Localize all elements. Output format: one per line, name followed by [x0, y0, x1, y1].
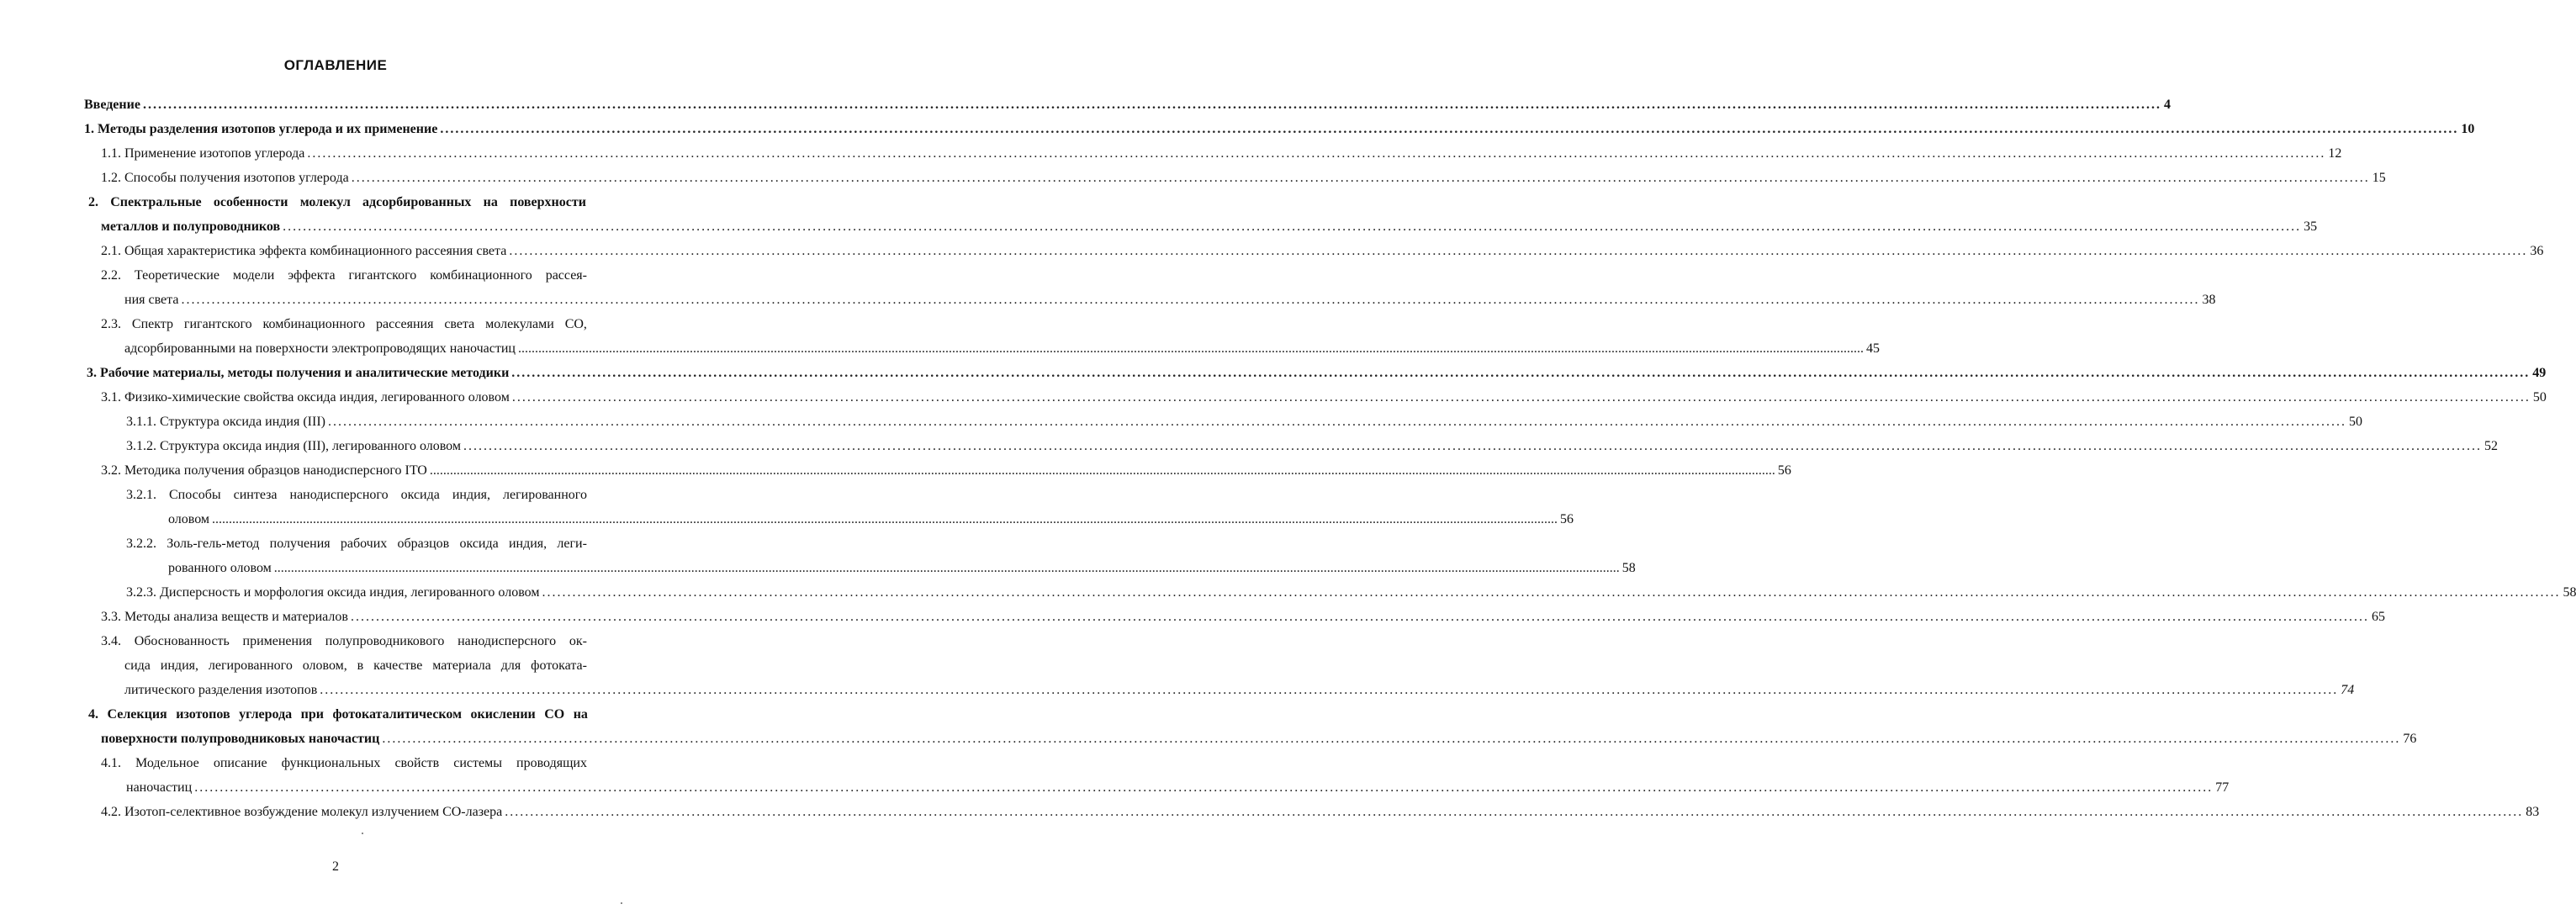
toc-page-number: 15	[2372, 171, 2386, 185]
toc-entry-text: наночастиц	[126, 780, 193, 795]
toc-entry-text: 3.1.1. Структура оксида индия (III)	[126, 415, 325, 429]
toc-leader-dots: ................................................................................................................................................................................................................................................................................................................................................................................................................	[212, 512, 1558, 526]
toc-word: 3.4.	[101, 634, 121, 648]
toc-word: гигантского	[348, 268, 417, 283]
toc-word: гигантского	[183, 317, 252, 331]
toc-word: индия,	[452, 488, 491, 502]
toc-page-number: 49	[2532, 366, 2547, 380]
toc-word: полупроводникового	[325, 634, 445, 648]
toc-entry-text: оловом	[168, 512, 210, 526]
scan-speck	[621, 902, 622, 904]
toc-leader-dots: ................................................................................................................................................................................................................................................................................................................................................................................................................	[283, 219, 2302, 234]
toc-entry-3-4-line3	[124, 682, 2355, 699]
toc-word: материала	[432, 658, 491, 673]
toc-word: комбинационного	[430, 268, 532, 283]
toc-entry-3-3	[101, 609, 2385, 626]
toc-leader-dots: ................................................................................................................................................................................................................................................................................................................................................................................................................	[320, 683, 2339, 697]
toc-entry-3-1-1	[126, 414, 2362, 431]
toc-word: ок-	[569, 634, 587, 648]
toc-entry-1-2	[101, 170, 2386, 187]
toc-word: качестве	[373, 658, 423, 673]
toc-word: функциональных	[281, 756, 381, 770]
toc-word: 4.	[88, 707, 98, 722]
toc-word: получения	[269, 537, 331, 551]
toc-leader-dots: ................................................................................................................................................................................................................................................................................................................................................................................................................	[463, 439, 2482, 453]
toc-word: света	[444, 317, 475, 331]
toc-word: индия,	[508, 537, 547, 551]
toc-page-number: 65	[2371, 610, 2385, 624]
toc-word: окислении	[470, 707, 536, 722]
toc-entry-3-4-line1	[101, 633, 587, 650]
toc-entry-text: 3. Рабочие материалы, методы получения и аналитические методики	[87, 366, 510, 380]
toc-word: применения	[242, 634, 312, 648]
toc-word: рассеяния	[375, 317, 434, 331]
toc-word: легированного	[208, 658, 293, 673]
toc-entry-4-line1	[88, 706, 588, 723]
toc-leader-dots: ................................................................................................................................................................................................................................................................................................................................................................................................................	[509, 244, 2528, 258]
toc-word: леги-	[557, 537, 587, 551]
toc-word: 2.2.	[101, 268, 121, 283]
toc-word: особенности	[213, 195, 288, 209]
toc-word: образцов	[397, 537, 450, 551]
toc-entry-text: адсорбированными на поверхности электропроводящих наночастиц	[124, 341, 516, 356]
toc-word: Спектр	[131, 317, 173, 331]
toc-word: легированного	[503, 488, 587, 502]
toc-word: 4.1.	[101, 756, 121, 770]
toc-page-number: 83	[2526, 805, 2540, 819]
toc-leader-dots: ................................................................................................................................................................................................................................................................................................................................................................................................................	[194, 780, 2214, 795]
toc-word: молекулами	[485, 317, 554, 331]
toc-leader-dots: ................................................................................................................................................................................................................................................................................................................................................................................................................	[511, 366, 2531, 380]
toc-page-number: 4	[2163, 98, 2171, 112]
toc-word: проводящих	[516, 756, 587, 770]
toc-leader-dots: ................................................................................................................................................................................................................................................................................................................................................................................................................	[511, 390, 2531, 404]
toc-entry-2-line1	[88, 194, 586, 211]
toc-word: Теоретические	[134, 268, 220, 283]
toc-page-number: 12	[2328, 146, 2342, 161]
toc-leader-dots: ................................................................................................................................................................................................................................................................................................................................................................................................................	[351, 171, 2370, 185]
toc-entry-2-line2	[101, 219, 2318, 235]
toc-entry-4-2	[101, 804, 2540, 821]
toc-page-number: 56	[1777, 463, 1791, 478]
toc-page-number: 56	[1560, 512, 1574, 526]
toc-entry-text: 4.2. Изотоп-селективное возбуждение молекул излучением СО-лазера	[101, 805, 503, 819]
toc-word: в	[357, 658, 364, 673]
toc-word: нанодисперсного	[289, 488, 389, 502]
toc-word: 2.3.	[101, 317, 121, 331]
toc-entry-text: Введение	[84, 98, 140, 112]
toc-entry-1-1	[101, 145, 2342, 162]
toc-word: оксида	[459, 537, 499, 551]
toc-entry-text: металлов и полупроводников	[101, 219, 281, 234]
toc-word: системы	[453, 756, 502, 770]
toc-entry-3-1-2	[126, 438, 2498, 455]
toc-entry-2-1	[101, 243, 2544, 260]
toc-word: Модельное	[135, 756, 199, 770]
page-number: 2	[332, 859, 339, 874]
page-title: ОГЛАВЛЕНИЕ	[283, 57, 388, 73]
toc-entry-text: 3.1.2. Структура оксида индия (III), легированного оловом	[126, 439, 461, 453]
toc-leader-dots: ................................................................................................................................................................................................................................................................................................................................................................................................................	[350, 610, 2369, 624]
toc-entry-3-4-line2	[124, 658, 587, 674]
toc-word: 2.	[88, 195, 98, 209]
toc-word: рабочих	[340, 537, 388, 551]
toc-page-number: 50	[2532, 390, 2547, 404]
toc-word: СО	[544, 707, 565, 722]
toc-entry-text: 1.2. Способы получения изотопов углерода	[101, 171, 349, 185]
toc-word: синтеза	[233, 488, 278, 502]
toc-word: свойств	[394, 756, 440, 770]
toc-entry-text: поверхности полупроводниковых наночастиц	[101, 732, 380, 746]
toc-entry-2-2-line2	[124, 292, 2216, 309]
toc-leader-dots: ................................................................................................................................................................................................................................................................................................................................................................................................................	[142, 98, 2161, 112]
toc-word: Золь-гель-метод	[167, 537, 260, 551]
toc-entry-2-2-line1	[101, 267, 587, 284]
toc-word: описание	[213, 756, 267, 770]
toc-word: сида	[124, 658, 151, 673]
toc-word: СО,	[564, 317, 587, 331]
toc-word: при	[300, 707, 324, 722]
toc-word: поверхности	[510, 195, 586, 209]
toc-entry-text: 3.2. Методика получения образцов нанодисперсного ITO	[101, 463, 427, 478]
toc-leader-dots: ................................................................................................................................................................................................................................................................................................................................................................................................................	[440, 122, 2459, 136]
toc-word: углерода	[239, 707, 293, 722]
toc-word: комбинационного	[262, 317, 366, 331]
toc-leader-dots: ................................................................................................................................................................................................................................................................................................................................................................................................................	[429, 463, 1775, 478]
toc-entry-text: ния света	[124, 293, 179, 307]
toc-leader-dots: ................................................................................................................................................................................................................................................................................................................................................................................................................	[181, 293, 2200, 307]
toc-word: фотоката-	[531, 658, 587, 673]
toc-page-number: 10	[2461, 122, 2475, 136]
toc-page-number: 58	[1621, 561, 1636, 575]
toc-word: адсорбированных	[362, 195, 472, 209]
toc-word: 3.2.1.	[126, 488, 156, 502]
toc-entry-text: рованного оловом	[168, 561, 272, 575]
toc-entry-3	[87, 365, 2547, 382]
toc-entry-text: 3.3. Методы анализа веществ и материалов	[101, 610, 348, 624]
toc-word: оксида	[400, 488, 440, 502]
toc-word: Способы	[168, 488, 221, 502]
toc-page-number: 52	[2483, 439, 2498, 453]
toc-word: Селекция	[107, 707, 167, 722]
toc-word: индия,	[160, 658, 198, 673]
toc-page-number: 50	[2349, 415, 2362, 429]
toc-word: для	[500, 658, 521, 673]
toc-entry-intro	[84, 97, 2171, 114]
toc-entry-4-1-line1	[101, 755, 587, 772]
toc-entry-3-2-1-line2	[168, 511, 1574, 528]
toc-page-number: 36	[2530, 244, 2544, 258]
toc-word: Обоснованность	[134, 634, 230, 648]
toc-leader-dots: ................................................................................................................................................................................................................................................................................................................................................................................................................	[328, 415, 2346, 429]
toc-word: 3.2.2.	[126, 537, 156, 551]
toc-word: фотокаталитическом	[332, 707, 463, 722]
toc-entry-text: 2.1. Общая характеристика эффекта комбинационного рассеяния света	[101, 244, 507, 258]
scan-speck	[362, 833, 363, 834]
toc-page-number: 74	[2341, 683, 2355, 697]
toc-entry-text: 1. Методы разделения изотопов углерода и их применение	[84, 122, 438, 136]
toc-word: Спектральные	[110, 195, 202, 209]
toc-entry-text: 1.1. Применение изотопов углерода	[101, 146, 305, 161]
toc-leader-dots: ................................................................................................................................................................................................................................................................................................................................................................................................................	[505, 805, 2524, 819]
toc-word: изотопов	[176, 707, 230, 722]
toc-page-number: 58	[2563, 585, 2576, 600]
toc-entry-text: литического разделения изотопов	[124, 683, 318, 697]
toc-entry-2-3-line2	[124, 341, 1880, 357]
toc-word: рассея-	[545, 268, 587, 283]
toc-entry-3-1	[101, 389, 2547, 406]
toc-leader-dots: ................................................................................................................................................................................................................................................................................................................................................................................................................	[517, 341, 1864, 356]
toc-entry-3-2-2-line2	[168, 560, 1636, 577]
toc-entry-3-2-2-line1	[126, 536, 587, 553]
toc-leader-dots: ................................................................................................................................................................................................................................................................................................................................................................................................................	[542, 585, 2561, 600]
toc-page-number: 35	[2304, 219, 2318, 234]
toc-word: эффекта	[288, 268, 336, 283]
toc-word: на	[573, 707, 588, 722]
toc-word: на	[483, 195, 498, 209]
toc-entry-1	[84, 121, 2475, 138]
toc-leader-dots: ................................................................................................................................................................................................................................................................................................................................................................................................................	[382, 732, 2401, 746]
toc-leader-dots: ................................................................................................................................................................................................................................................................................................................................................................................................................	[273, 561, 1620, 575]
toc-entry-3-2-1-line1	[126, 487, 587, 504]
toc-entry-text: 3.2.3. Дисперсность и морфология оксида индия, легированного оловом	[126, 585, 540, 600]
toc-page-number: 77	[2215, 780, 2230, 795]
toc-entry-4-line2	[101, 731, 2417, 748]
toc-entry-3-2-3	[126, 584, 2576, 601]
toc-entry-3-2	[101, 463, 1791, 479]
toc-page-number: 76	[2403, 732, 2417, 746]
toc-entry-4-1-line2	[126, 780, 2230, 796]
toc-word: модели	[232, 268, 275, 283]
toc-word: нанодисперсного	[458, 634, 557, 648]
toc-word: молекул	[299, 195, 351, 209]
toc-leader-dots: ................................................................................................................................................................................................................................................................................................................................................................................................................	[307, 146, 2326, 161]
toc-entry-2-3-line1	[101, 316, 587, 333]
toc-page-number: 45	[1865, 341, 1880, 356]
toc-word: оловом,	[302, 658, 347, 673]
toc-entry-text: 3.1. Физико-химические свойства оксида индия, легированного оловом	[101, 390, 510, 404]
toc-page-number: 38	[2202, 293, 2216, 307]
